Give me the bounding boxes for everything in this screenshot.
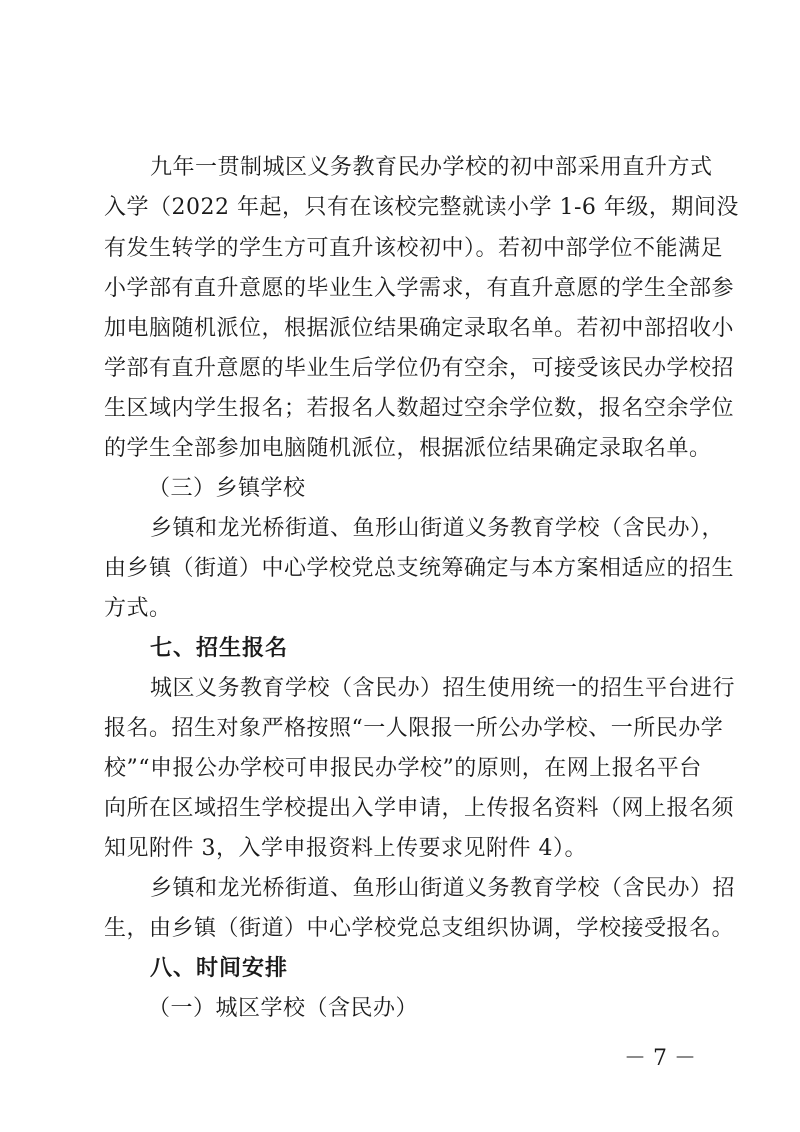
subheading-rural-schools: （三）乡镇学校 [148, 476, 306, 501]
paragraph-line: 的学生全部参加电脑随机派位，根据派位结果确定录取名单。 [104, 436, 712, 461]
paragraph-line: 有发生转学的学生方可直升该校初中）。若初中部学位不能满足 [104, 236, 724, 261]
paragraph-line: 乡镇和龙光桥街道、鱼形山街道义务教育学校（含民办）， [150, 516, 725, 541]
heading-schedule: 八、时间安排 [150, 956, 289, 981]
paragraph-line: 生区域内学生报名；若报名人数超过空余学位数，报名空余学位 [104, 396, 735, 421]
heading-enrollment-registration: 七、招生报名 [150, 636, 289, 661]
paragraph-line: 九年一贯制城区义务教育民办学校的初中部采用直升方式 [150, 155, 713, 180]
paragraph-line: 知见附件 3，入学申报资料上传要求见附件 4）。 [104, 836, 587, 861]
page-number: － 7 － [624, 1046, 696, 1071]
paragraph-line: 生，由乡镇（街道）中心学校党总支组织协调，学校接受报名。 [104, 916, 735, 941]
paragraph-line: 乡镇和龙光桥街道、鱼形山街道义务教育学校（含民办）招 [150, 876, 736, 901]
paragraph-line: 方式。 [104, 596, 172, 621]
paragraph-line: 城区义务教育学校（含民办）招生使用统一的招生平台进行 [150, 676, 736, 701]
paragraph-line: 报名。招生对象严格按照“一人限报一所公办学校、一所民办学 [104, 716, 724, 741]
paragraph-line: 加电脑随机派位，根据派位结果确定录取名单。若初中部招收小 [104, 316, 735, 341]
paragraph-line: 由乡镇（街道）中心学校党总支统筹确定与本方案相适应的招生 [104, 556, 735, 581]
paragraph-line: 入学（2022 年起，只有在该校完整就读小学 1-6 年级，期间没 [104, 195, 739, 220]
paragraph-line: 小学部有直升意愿的毕业生入学需求，有直升意愿的学生全部参 [104, 276, 735, 301]
paragraph-line: 向所在区域招生学校提出入学申请，上传报名资料（网上报名须 [104, 796, 735, 821]
paragraph-line: 学部有直升意愿的毕业生后学位仍有空余，可接受该民办学校招 [104, 356, 735, 381]
subheading-urban-schools: （一）城区学校（含民办） [148, 996, 419, 1021]
paragraph-line: 校”“申报公办学校可申报民办学校”的原则，在网上报名平台 [104, 756, 702, 781]
